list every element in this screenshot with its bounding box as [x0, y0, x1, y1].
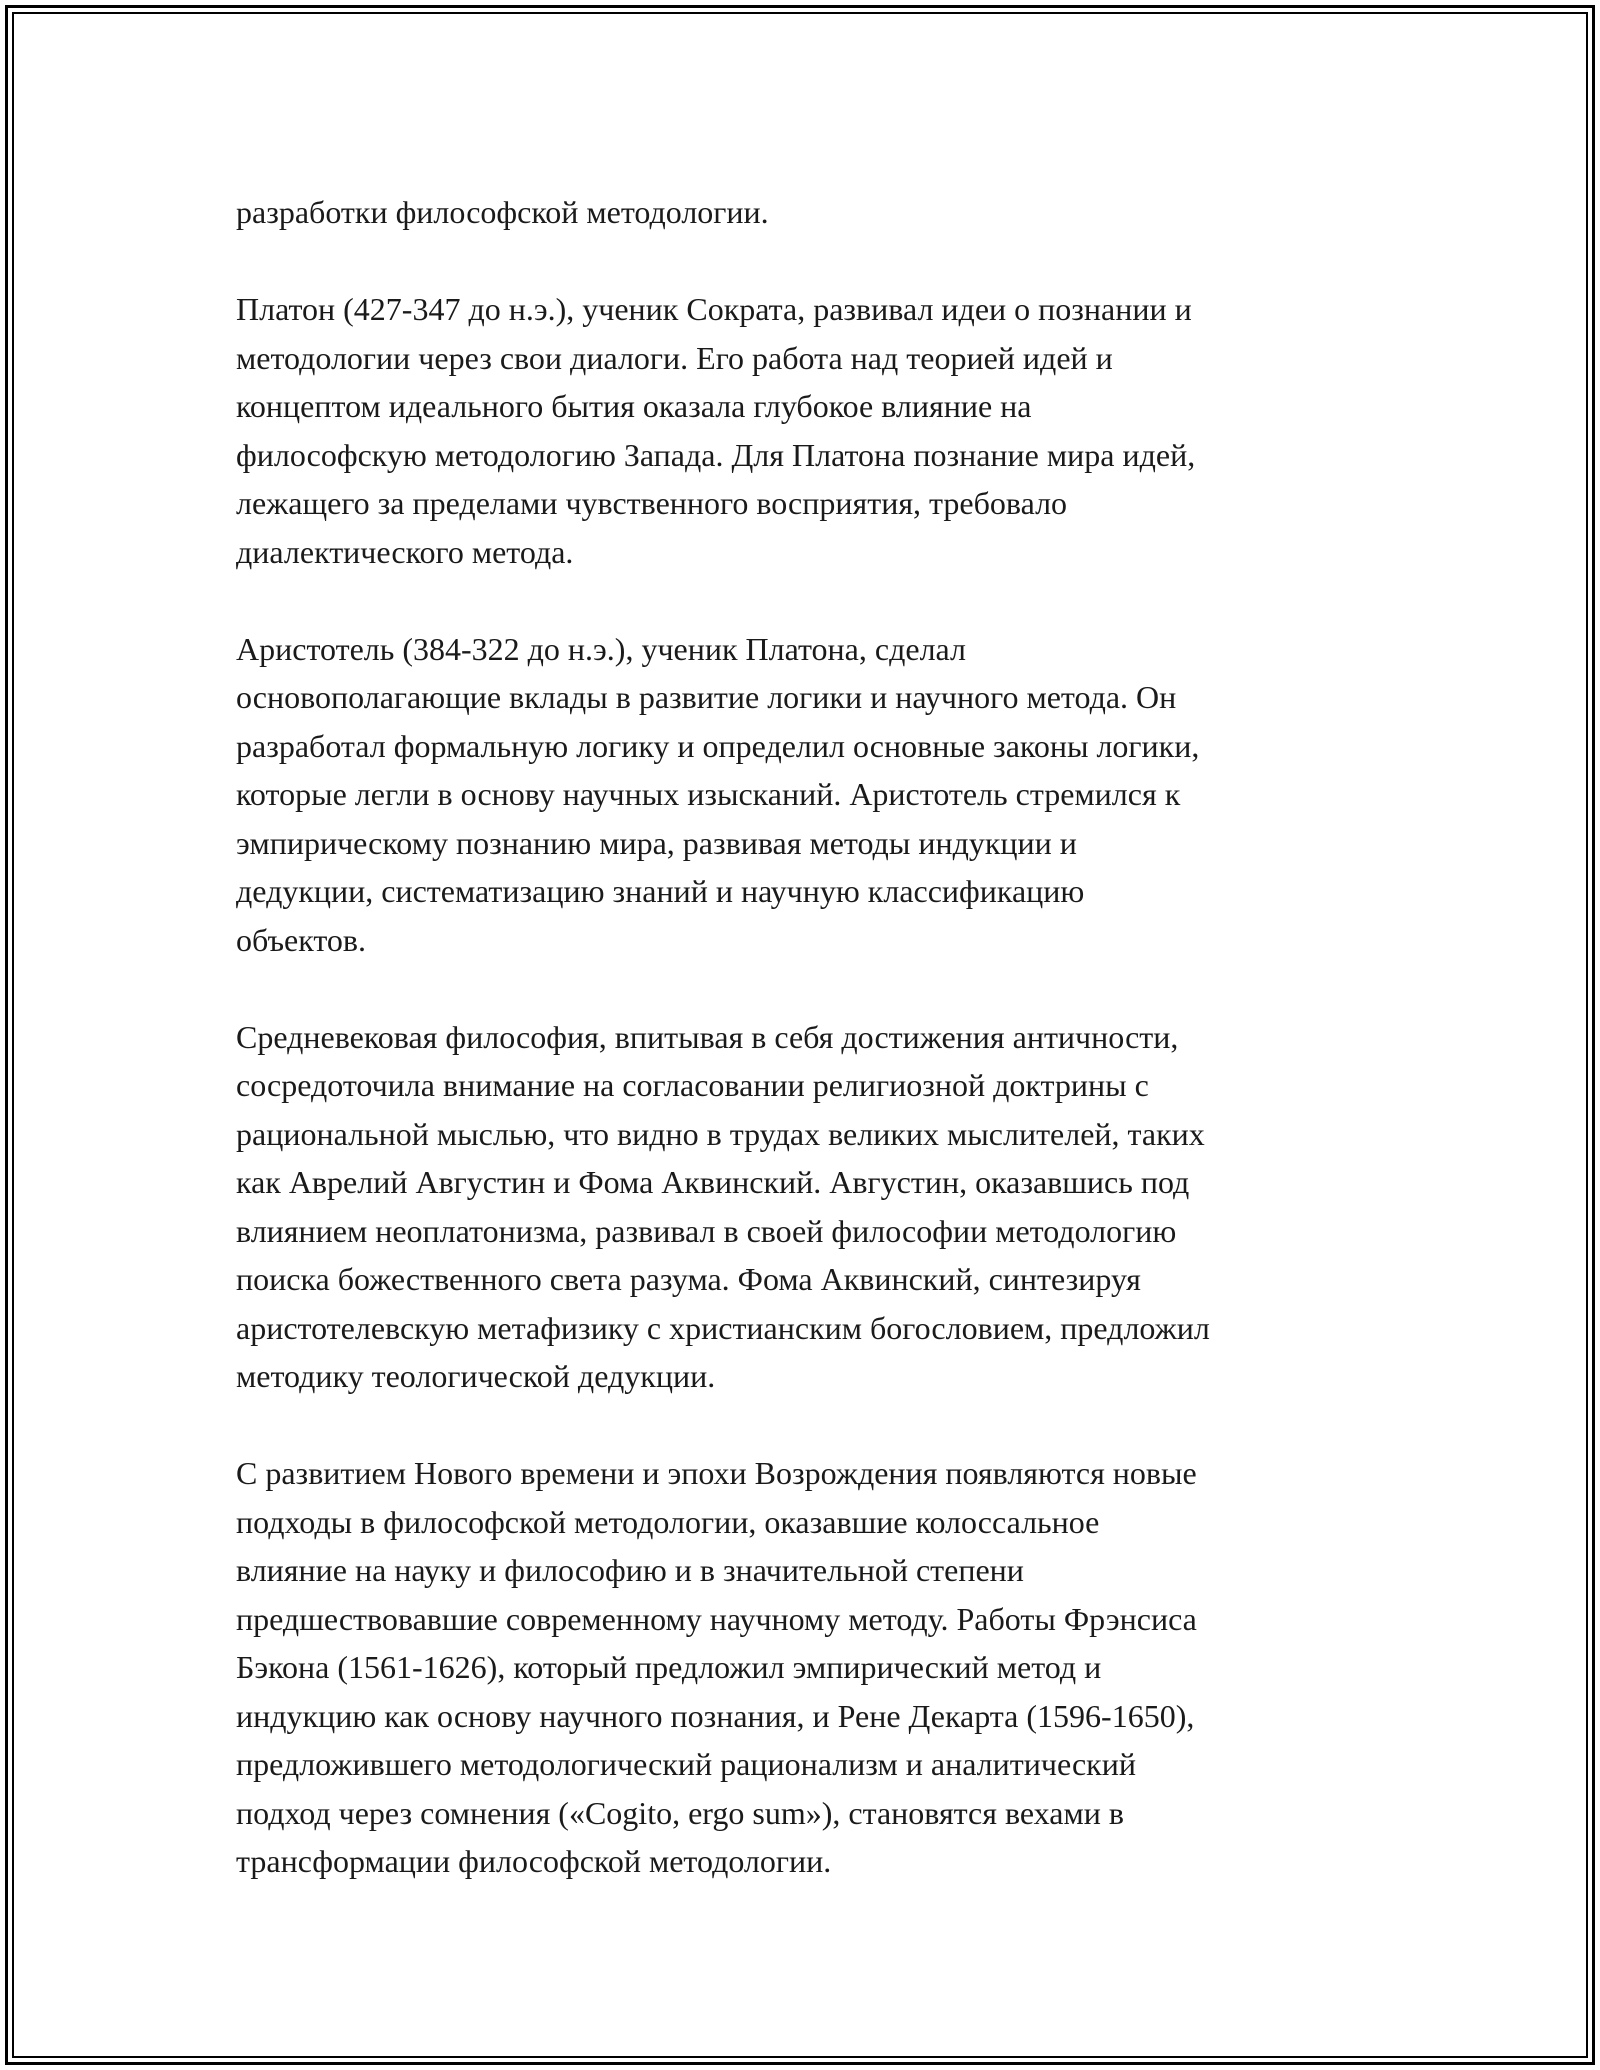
paragraph — [236, 188, 1386, 237]
text-line: индукцию как основу научного познания, и Рене Декарта (1596-1650), — [236, 1697, 1195, 1734]
text-line: Аристотель (384-322 до н.э.), ученик Платона, сделал — [236, 630, 966, 667]
text-line: дедукции, систематизацию знаний и научную классификацию — [236, 873, 1085, 909]
text-line: влиянием неоплатонизма, развивал в своей философии методологию — [236, 1212, 1177, 1249]
text-line: С развитием Нового времени и эпохи Возрождения появляются новые — [236, 1455, 1197, 1491]
paragraph — [236, 625, 1386, 965]
text-line: подходы в философской методологии, оказавшие колоссальное — [236, 1503, 1100, 1540]
text-line: поиска божественного света разума. Фома Аквинский, синтезируя — [236, 1261, 1141, 1297]
text-line: сосредоточила внимание на согласовании религиозной доктрины с — [236, 1067, 1149, 1103]
document-body — [236, 188, 1386, 1886]
paragraph — [236, 1449, 1386, 1886]
text-line: предложившего методологический рационализм и аналитический — [236, 1746, 1136, 1782]
text-line: аристотелевскую метафизику с христианским богословием, предложил — [236, 1309, 1210, 1346]
text-line: концептом идеального бытия оказала глубокое влияние на — [236, 388, 1032, 424]
text-line: основополагающие вклады в развитие логики и научного метода. Он — [236, 679, 1177, 715]
text-line: подход через сомнения («Cogito, ergo sum»), становятся вехами в — [236, 1794, 1124, 1831]
text-line: рациональной мыслью, что видно в трудах великих мыслителей, таких — [236, 1115, 1205, 1152]
text-line: как Аврелий Августин и Фома Аквинский. Августин, оказавшись под — [236, 1164, 1190, 1200]
text-line: влияние на науку и философию и в значительной степени — [236, 1552, 1024, 1588]
text-line: методику теологической дедукции. — [236, 1358, 716, 1394]
text-line: объектов. — [236, 921, 367, 958]
text-line: Средневековая философия, впитывая в себя достижения античности, — [236, 1018, 1179, 1055]
text-line: Платон (427-347 до н.э.), ученик Сократа, развивал идеи о познании и — [236, 291, 1192, 327]
text-line: философскую методологию Запада. Для Платона познание мира идей, — [236, 436, 1196, 473]
text-line: которые легли в основу научных изысканий. Аристотель стремился к — [236, 776, 1181, 812]
text-line: эмпирическому познанию мира, развивая методы индукции и — [236, 824, 1077, 861]
text-line: разработки философской методологии. — [236, 194, 769, 230]
paragraph — [236, 285, 1386, 576]
text-line: Бэкона (1561-1626), который предложил эмпирический метод и — [236, 1649, 1102, 1685]
text-line: диалектического метода. — [236, 533, 574, 570]
paragraph — [236, 1013, 1386, 1401]
text-line: предшествовавшие современному научному методу. Работы Фрэнсиса — [236, 1600, 1197, 1637]
text-line: трансформации философской методологии. — [236, 1843, 832, 1879]
text-line: методологии через свои диалоги. Его работа над теорией идей и — [236, 339, 1113, 376]
text-line: разработал формальную логику и определил основные законы логики, — [236, 727, 1200, 764]
text-line: лежащего за пределами чувственного восприятия, требовало — [236, 485, 1068, 521]
